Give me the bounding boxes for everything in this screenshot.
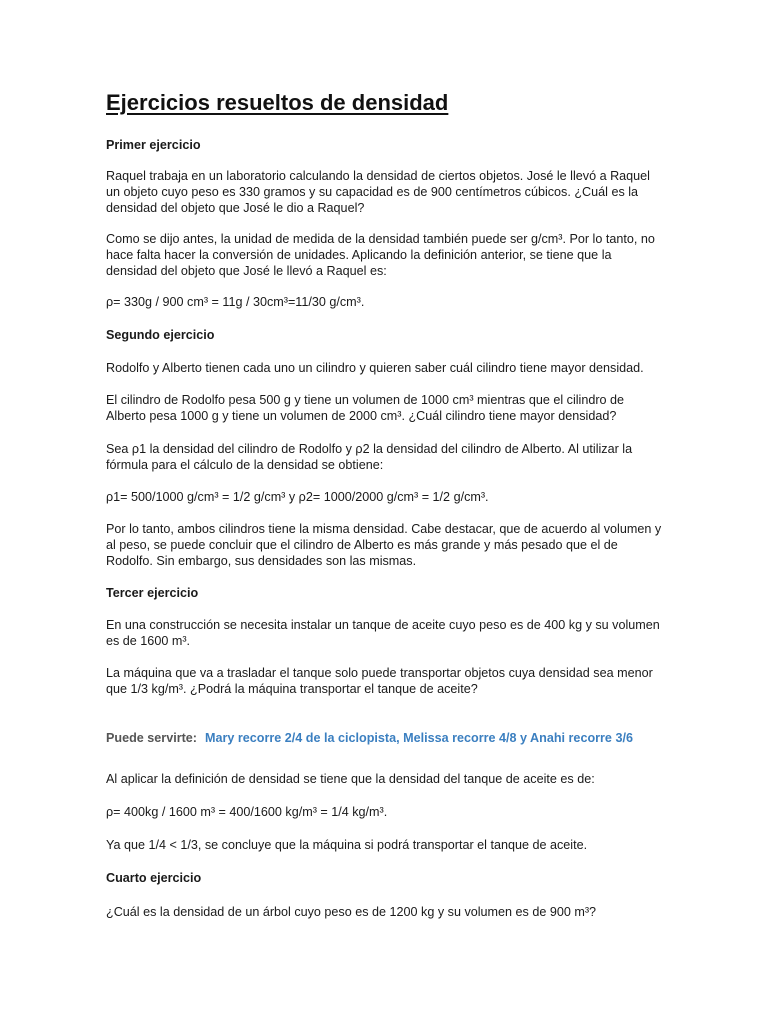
paragraph-ex2-method: Sea ρ1 la densidad del cilindro de Rodolfo y ρ2 la densidad del cilindro de Alberto. Al utilizar la fórmula para el cálculo de la densidad se obtiene: (106, 442, 633, 472)
related-article-link[interactable]: Mary recorre 2/4 de la ciclopista, Melissa recorre 4/8 y Anahi recorre 3/6 (205, 731, 633, 745)
heading-tercer-ejercicio: Tercer ejercicio (106, 586, 199, 600)
paragraph-ex4-problem: ¿Cuál es la densidad de un árbol cuyo peso es de 1200 kg y su volumen es de 900 m³? (106, 905, 597, 919)
formula-ex2: ρ1= 500/1000 g/cm³ = 1/2 g/cm³ y ρ2= 1000/2000 g/cm³ = 1/2 g/cm³. (106, 490, 489, 504)
related-link-box (106, 730, 633, 746)
paragraph-ex2-conclusion: Por lo tanto, ambos cilindros tiene la misma densidad. Cabe destacar, que de acuerdo al volumen y al peso, se puede concluir que el cilindro de Alberto es más grande y más pesado que el de Rodolfo. Sin embargo, sus densidades son las mismas. (106, 522, 662, 568)
paragraph-ex2-problem: El cilindro de Rodolfo pesa 500 g y tiene un volumen de 1000 cm³ mientras que el cilindro de Alberto pesa 1000 g y tiene un volumen de 2000 cm³. ¿Cuál cilindro tiene mayor densidad? (106, 393, 625, 423)
heading-primer-ejercicio: Primer ejercicio (106, 138, 201, 152)
related-link-label: Puede servirte: (106, 731, 197, 745)
document-title: Ejercicios resueltos de densidad (106, 90, 449, 115)
heading-cuarto-ejercicio: Cuarto ejercicio (106, 871, 202, 885)
paragraph-ex1-explanation: Como se dijo antes, la unidad de medida de la densidad también puede ser g/cm³. Por lo tanto, no hace falta hacer la conversión de unidades. Aplicando la definición anterior, se tiene que la densidad del objeto que José le llevó a Raquel es: (106, 232, 655, 278)
paragraph-ex1-problem: Raquel trabaja en un laboratorio calculando la densidad de ciertos objetos. José le llevó a Raquel un objeto cuyo peso es 330 gramos y su capacidad es de 900 centímetros cúbicos. ¿Cuál es la densidad del objeto que José le dio a Raquel? (106, 169, 650, 215)
paragraph-ex3-conclusion: Ya que 1/4 < 1/3, se concluye que la máquina si podrá transportar el tanque de aceite. (106, 838, 588, 852)
formula-ex1: ρ= 330g / 900 cm³ = 11g / 30cm³=11/30 g/cm³. (106, 295, 365, 309)
paragraph-ex3-question: La máquina que va a trasladar el tanque solo puede transportar objetos cuya densidad sea menor que 1/3 kg/m³. ¿Podrá la máquina transportar el tanque de aceite? (106, 666, 653, 696)
heading-segundo-ejercicio: Segundo ejercicio (106, 328, 215, 342)
formula-ex3: ρ= 400kg / 1600 m³ = 400/1600 kg/m³ = 1/4 kg/m³. (106, 805, 388, 819)
paragraph-ex2-intro: Rodolfo y Alberto tienen cada uno un cilindro y quieren saber cuál cilindro tiene mayor densidad. (106, 361, 644, 375)
paragraph-ex3-problem: En una construcción se necesita instalar un tanque de aceite cuyo peso es de 400 kg y su volumen es de 1600 m³. (106, 618, 660, 648)
paragraph-ex3-method: Al aplicar la definición de densidad se tiene que la densidad del tanque de aceite es de: (106, 772, 595, 786)
